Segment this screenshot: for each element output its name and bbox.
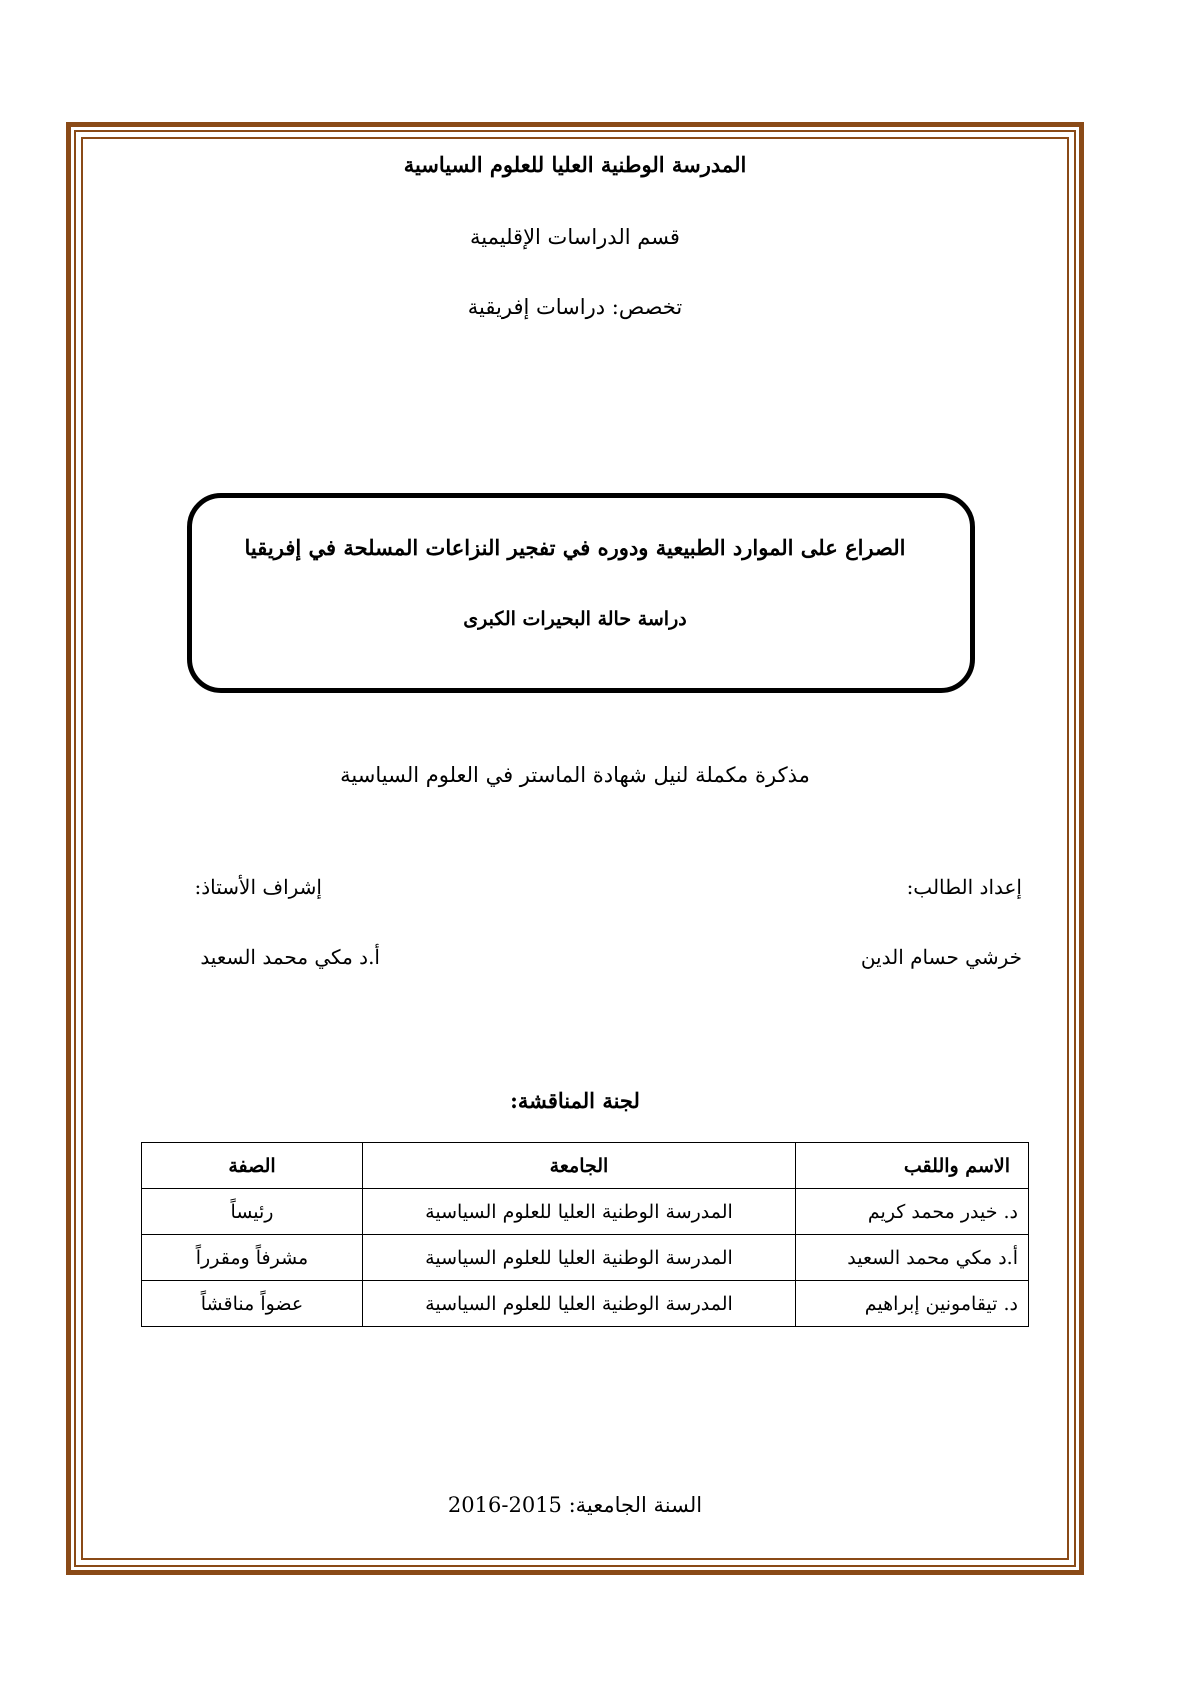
school-name: المدرسة الوطنية العليا للعلوم السياسية (403, 152, 747, 177)
member-university: المدرسة الوطنية العليا للعلوم السياسية (363, 1281, 796, 1327)
member-university: المدرسة الوطنية العليا للعلوم السياسية (363, 1189, 796, 1235)
column-header-university: الجامعة (363, 1143, 796, 1189)
title-box (187, 493, 975, 693)
member-university: المدرسة الوطنية العليا للعلوم السياسية (363, 1235, 796, 1281)
column-header-name: الاسم واللقب (796, 1143, 1029, 1189)
student-label: إعداد الطالب: (906, 875, 1022, 899)
member-role: عضواً مناقشاً (142, 1281, 363, 1327)
member-name: أ.د مكي محمد السعيد (796, 1235, 1029, 1281)
member-role: رئيساً (142, 1189, 363, 1235)
member-name: د. خيدر محمد كريم (796, 1189, 1029, 1235)
supervisor-label: إشراف الأستاذ: (194, 875, 322, 899)
committee-heading: لجنة المناقشة: (510, 1088, 640, 1113)
table-header-row (142, 1143, 1029, 1189)
thesis-note: مذكرة مكملة لنيل شهادة الماستر في العلوم السياسية (340, 763, 810, 787)
specialization: تخصص: دراسات إفريقية (467, 295, 683, 319)
column-header-role: الصفة (142, 1143, 363, 1189)
committee-table (141, 1142, 1029, 1327)
academic-year: السنة الجامعية: 2015-2016 (447, 1493, 703, 1517)
thesis-title: الصراع على الموارد الطبيعية ودوره في تفجير النزاعات المسلحة في إفريقيا (244, 535, 906, 560)
department-name: قسم الدراسات الإقليمية (470, 225, 680, 249)
member-role: مشرفاً ومقرراً (142, 1235, 363, 1281)
thesis-subtitle: دراسة حالة البحيرات الكبرى (463, 608, 687, 630)
table-row (142, 1189, 1029, 1235)
student-name: خرشي حسام الدين (860, 945, 1022, 969)
page-frame-inner (81, 137, 1069, 1560)
table-row (142, 1235, 1029, 1281)
supervisor-name: أ.د مكي محمد السعيد (200, 945, 380, 969)
table-row (142, 1281, 1029, 1327)
member-name: د. تيقامونين إبراهيم (796, 1281, 1029, 1327)
